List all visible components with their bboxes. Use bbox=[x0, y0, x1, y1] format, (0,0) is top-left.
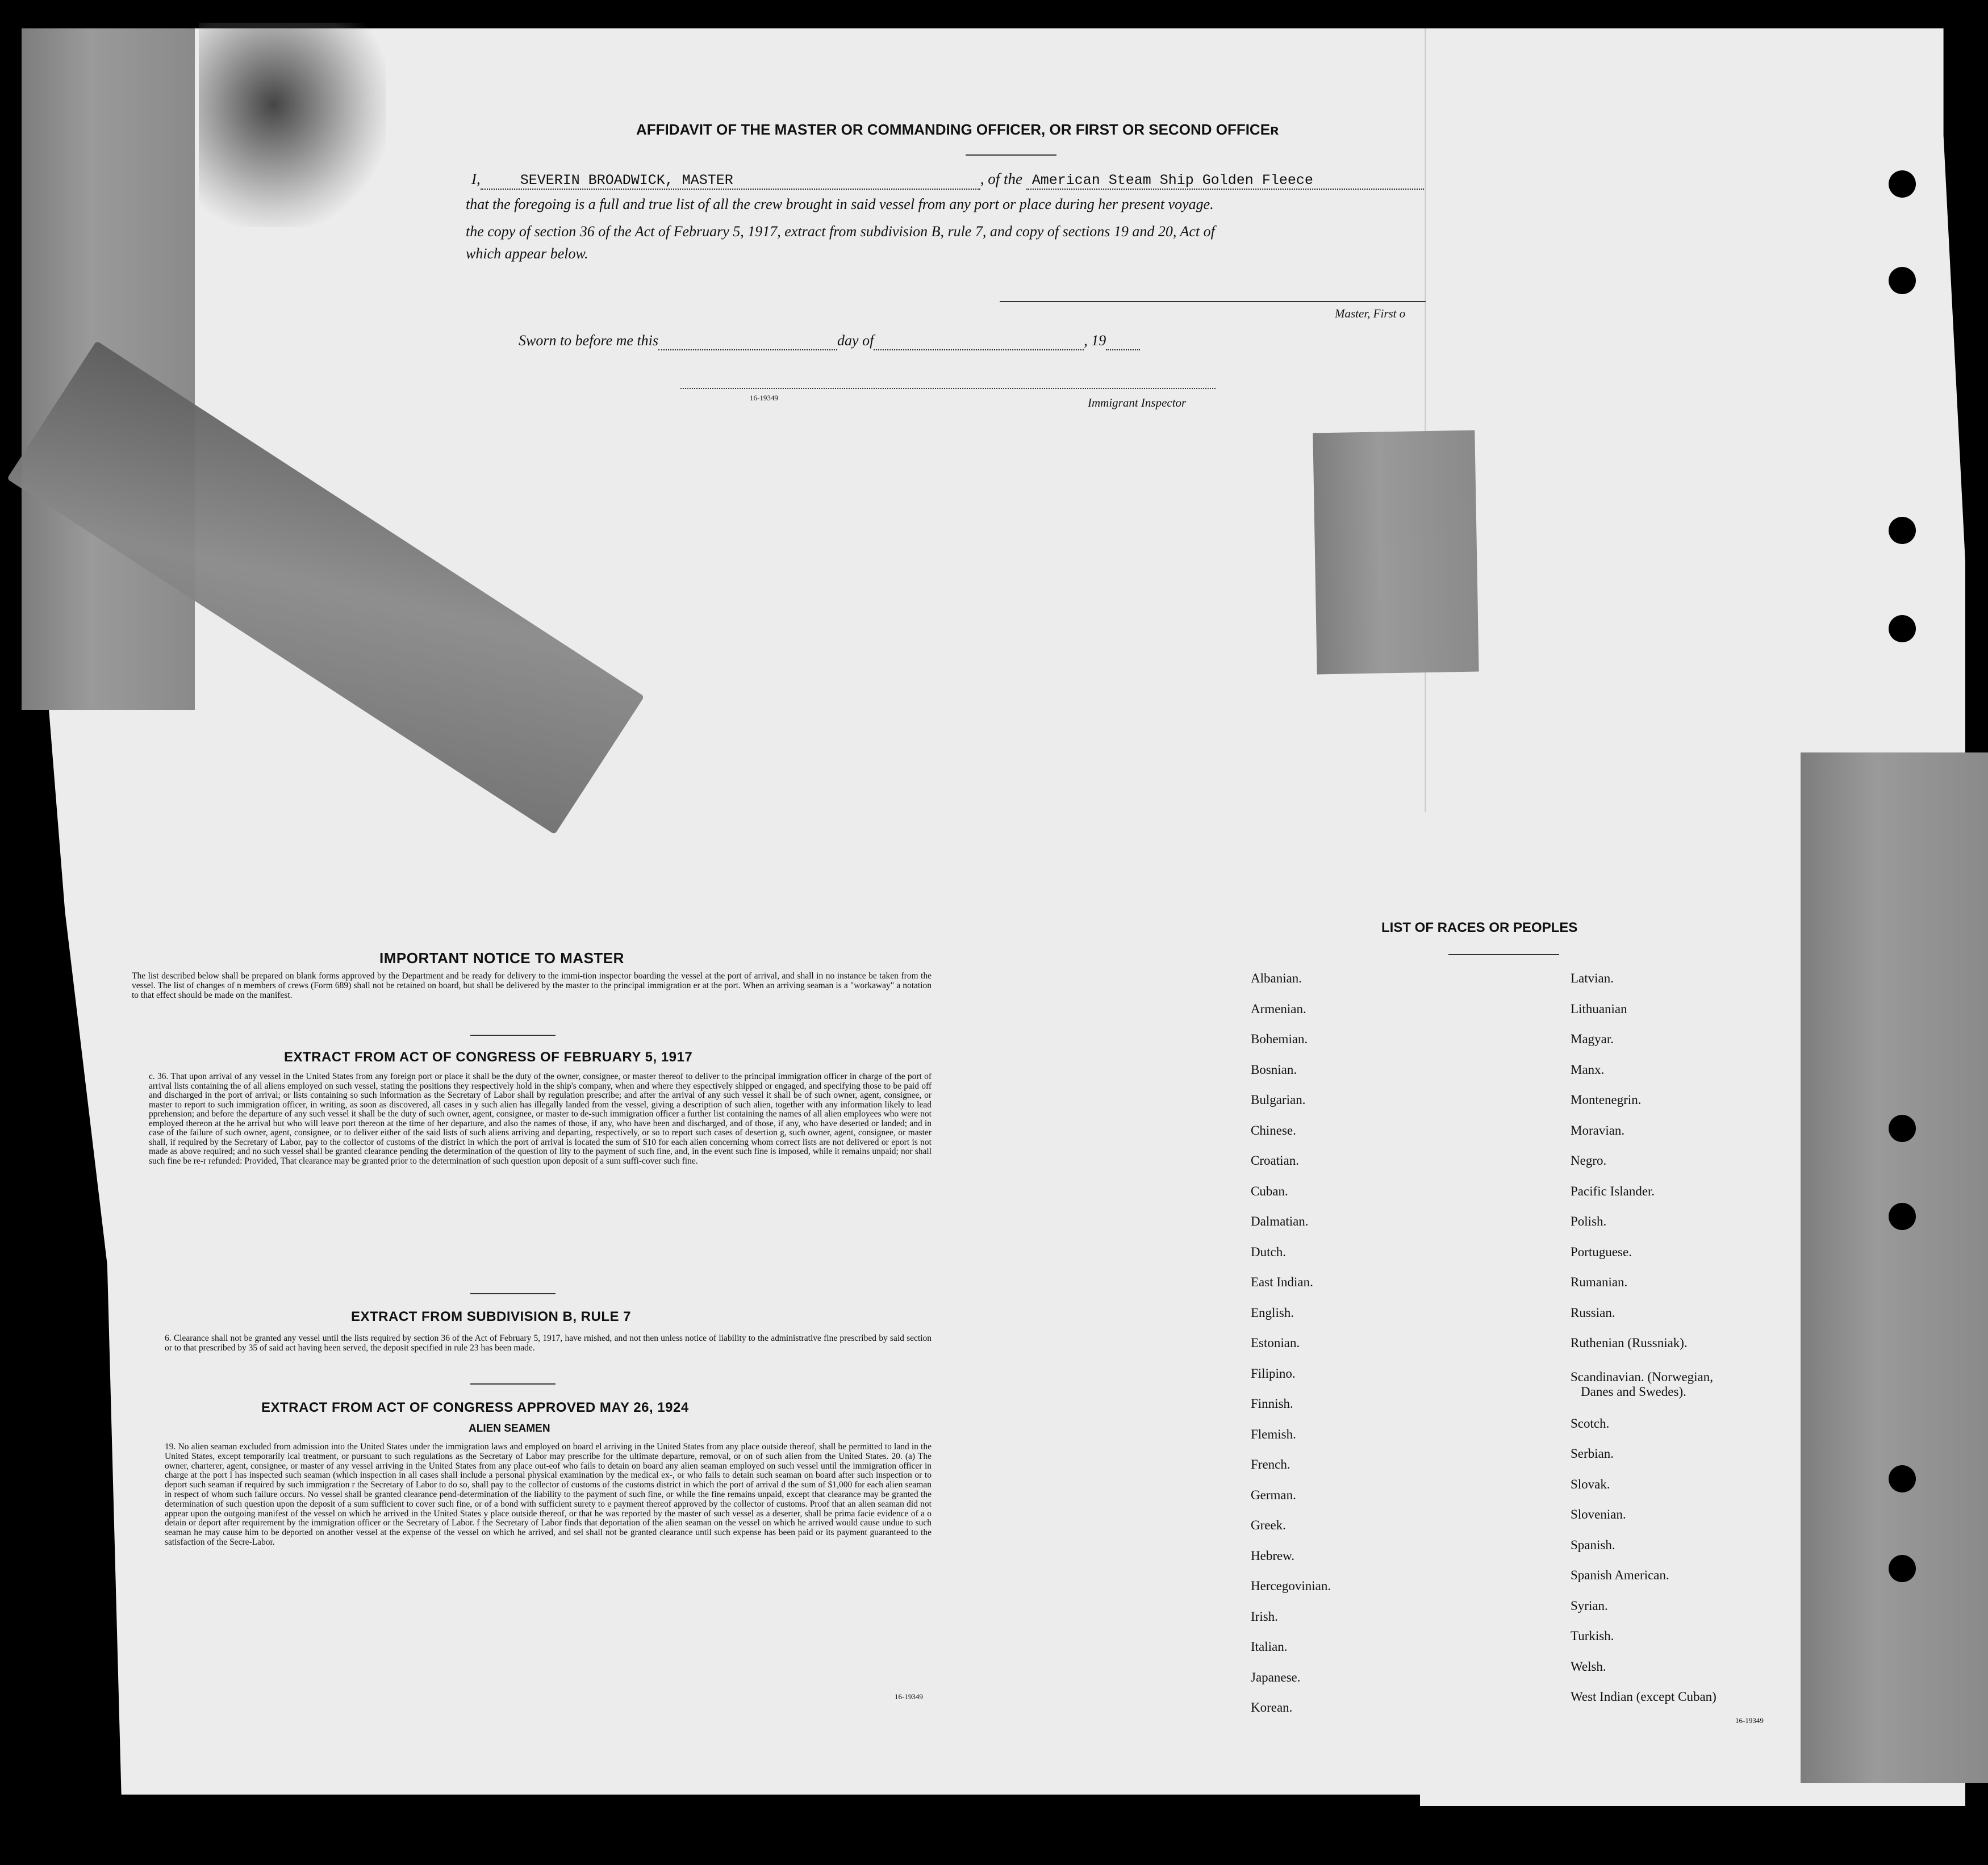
affidavit-line-1: that the foregoing is a full and true list of all the crew brought in said vessel from any port or place during her present voyage. bbox=[466, 196, 1214, 212]
race-item: Spanish. bbox=[1571, 1537, 1615, 1552]
day-of-label: day of bbox=[837, 332, 874, 349]
race-item: Negro. bbox=[1571, 1153, 1607, 1168]
affidavit-form-number: 16-19349 bbox=[750, 394, 778, 402]
page-fold-line bbox=[1425, 28, 1426, 812]
race-item: Hercegovinian. bbox=[1251, 1579, 1331, 1593]
races-form-number: 16-19349 bbox=[1735, 1716, 1764, 1725]
race-item: Slovak. bbox=[1571, 1477, 1610, 1491]
races-column-2 bbox=[1571, 963, 1716, 1712]
race-item: Rumanian. bbox=[1571, 1275, 1628, 1289]
affidavit-line-2: the copy of section 36 of the Act of February 5, 1917, extract from subdivision B, rule 7, and copy of sections 19 and 20, Act of bbox=[466, 223, 1215, 240]
race-item: Italian. bbox=[1251, 1640, 1288, 1654]
rule7-body: 6. Clearance shall not be granted any vessel until the lists required by section 36 of the Act of February 5, 1917, have rnished, and not then unless notice of liability to the administrative fine prescribed by said section or to that prescribed by 35 of said act having been served, the deposit specified in rule 23 has been made. bbox=[165, 1333, 932, 1353]
binder-hole bbox=[1889, 517, 1916, 544]
sworn-year-field bbox=[1106, 332, 1140, 350]
race-item: West Indian (except Cuban) bbox=[1571, 1690, 1716, 1704]
right-edge-strip bbox=[1801, 752, 1988, 1783]
race-item: Japanese. bbox=[1251, 1670, 1301, 1684]
binder-hole bbox=[1889, 170, 1916, 198]
race-item: Korean. bbox=[1251, 1700, 1293, 1715]
race-item: Croatian. bbox=[1251, 1153, 1299, 1168]
extract-1924-subtitle: ALIEN SEAMEN bbox=[469, 1423, 550, 1435]
master-name-field bbox=[481, 172, 980, 190]
notice-body: The list described below shall be prepared on blank forms approved by the Department and be ready for delivery to the immi-tion inspector boarding the vessel at the port of arrival, and shall in no instance be taken from the vessel. The list of changes of n members of crews (Form 689) shall not be retained on board, but shall be delivered by the master to the principal immigration er at the port. When an arriving seaman is a "workaway" a notation to that effect should be made on the manifest. bbox=[132, 971, 932, 1000]
race-item: Finnish. bbox=[1251, 1396, 1293, 1411]
i-prefix: I, bbox=[471, 170, 481, 187]
binder-hole bbox=[1889, 1555, 1916, 1582]
race-item: Slovenian. bbox=[1571, 1507, 1626, 1521]
race-item: Welsh. bbox=[1571, 1659, 1606, 1674]
binder-hole bbox=[1889, 1203, 1916, 1230]
inspector-line bbox=[680, 388, 1216, 389]
year-prefix: , 19 bbox=[1084, 332, 1106, 349]
inspector-caption: Immigrant Inspector bbox=[1088, 396, 1187, 409]
rule7-divider bbox=[470, 1383, 556, 1385]
extract-1917-title: EXTRACT FROM ACT OF CONGRESS OF FEBRUARY 5, 1917 bbox=[284, 1049, 693, 1065]
race-item: Turkish. bbox=[1571, 1629, 1614, 1643]
extract-1924-body: 19. No alien seaman excluded from admission into the United States under the immigration laws and employed on board el arriving in the United States from any place outside thereof, shall be permitted to land in the United States, except temporarily ical treatment, or pursuant to such regulations as the Secretary of Labor may prescribe for the ultimate departure, removal, or on of such alien from the United States. 20. (a) The owner, charterer, agent, consignee, or master of any vessel arriving in the United States from any place out-eof who fails to detain on board any alien seaman employed on such vessel until the immigration officer in charge at the port l has inspected such seaman (which inspection in all cases shall include a personal physical examination by the medical ex-, or who fails to detain such seaman on board after such inspection or to deport such seaman if required by such immigration r the Secretary of Labor to do so, shall pay to the collector of customs of the customs district in which the port of arrival d the sum of $1,000 for each alien seaman in respect of whom such failure occurs. No vessel shall be granted clearance pend-determination of the liability to the payment of such fine, or while the fine remains unpaid, except that clearance may be granted the determination of such question upon the deposit of a sum sufficient to cover such fine, or of a bond with sufficient surety to e payment thereof approved by the collector of customs. Proof that an alien seaman did not appear upon the outgoing manifest of the vessel on which he arrived in the United States y place outside thereof, or that he was reported by the master of such vessel as a deserter, shall be prima facie evidence of a o detain or deport after requirement by the immigration officer or the Secretary of Labor. f the Secretary of Labor finds that deportation of the alien seaman on the vessel on which he arrived would cause undue to such seaman he may cause him to be deported on another vessel at the expense of the vessel on which he arrived, and sel shall not be granted clearance until such expense has been paid or its payment guaranteed to the satisfaction of the Secre-Labor. bbox=[165, 1442, 932, 1547]
sworn-month-field bbox=[874, 332, 1084, 350]
race-item: English. bbox=[1251, 1305, 1294, 1320]
race-item: Ruthenian (Russniak). bbox=[1571, 1336, 1688, 1350]
race-item: Manx. bbox=[1571, 1062, 1605, 1077]
extract-1917-body: c. 36. That upon arrival of any vessel in the United States from any foreign port or place it shall be the duty of the owner, consignee, or master thereof to deliver to the principal immigration officer in charge of the port of arrival lists containing the of all aliens employed on such vessel, stating the positions they respectively hold in the ship's company, when and where they espectively shipped or engaged, and specifying those to be paid off and discharged in the port of arrival; or lists containing so such information as the Secretary of Labor shall by regulation prescribe; and after the arrival of any such vessel it shall be of such owner, agent, consignee, or master to report to such immigration officer, in writing, as soon as discovered, all cases in y such alien has illegally landed from the vessel, giving a description of such alien, together with any information likely to lead pprehension; and before the departure of any such vessel it shall be the duty of such owner, agent, consignee, or master to de-such immigration officer a further list containing the names of all alien employees who were not employed thereon at the he arrival but who will leave port thereon at the time of her departure, and also the names of those, if any, who have been and discharged, and of those, if any, who have deserted or landed; and in case of the failure of such owner, agent, consignee, or to deliver either of the said lists of such aliens arriving and departing, respectively, or so to report such cases of desertion g, such owner, agent, consignee, or master shall, if required by the Secretary of Labor, pay to the collector of customs of the district in which the port of arrival is located the sum of $10 for each alien concerning whom correct lists are not delivered or eport is not made as above required; and no such vessel shall be granted clearance pending the determination of the question of lity to the payment of such fine, and, in the event such fine is imposed, while it remains unpaid; nor shall such fine be re-r refunded: Provided, That clearance may be granted prior to the determination of such question upon deposit of a sum suffi-cover such fine. bbox=[149, 1072, 932, 1166]
race-item: Moravian. bbox=[1571, 1123, 1625, 1138]
race-item: Irish. bbox=[1251, 1609, 1278, 1624]
race-item: Cuban. bbox=[1251, 1184, 1288, 1198]
race-item: Syrian. bbox=[1571, 1598, 1608, 1613]
race-item: Dutch. bbox=[1251, 1244, 1286, 1259]
race-item: Latvian. bbox=[1571, 971, 1614, 985]
race-item: Bosnian. bbox=[1251, 1062, 1297, 1077]
affidavit-line-3: which appear below. bbox=[466, 245, 588, 262]
race-item: Dalmatian. bbox=[1251, 1214, 1309, 1228]
rule7-title: EXTRACT FROM SUBDIVISION B, RULE 7 bbox=[351, 1309, 632, 1324]
race-item: Chinese. bbox=[1251, 1123, 1296, 1138]
race-item: Polish. bbox=[1571, 1214, 1607, 1228]
race-item: German. bbox=[1251, 1487, 1296, 1502]
notice-divider bbox=[470, 1035, 556, 1036]
binder-hole bbox=[1889, 1465, 1916, 1492]
affidavit-line-i bbox=[471, 170, 1424, 190]
races-column-1 bbox=[1251, 963, 1331, 1723]
sworn-label: Sworn to before me this bbox=[519, 332, 659, 349]
affidavit-title: AFFIDAVIT OF THE MASTER OR COMMANDING OFFICER, OR FIRST OR SECOND OFFICEʀ bbox=[636, 121, 1279, 138]
race-item: Scandinavian. (Norwegian, bbox=[1571, 1369, 1714, 1384]
race-item: Montenegrin. bbox=[1571, 1093, 1642, 1107]
race-item: Magyar. bbox=[1571, 1032, 1614, 1046]
binder-hole bbox=[1889, 615, 1916, 642]
race-item: Spanish American. bbox=[1571, 1568, 1669, 1582]
race-item: Serbian. bbox=[1571, 1446, 1614, 1461]
race-item: East Indian. bbox=[1251, 1275, 1313, 1289]
race-item: Russian. bbox=[1571, 1305, 1615, 1320]
title-underline bbox=[966, 154, 1056, 156]
race-item: Pacific Islander. bbox=[1571, 1184, 1655, 1198]
race-item: Filipino. bbox=[1251, 1366, 1296, 1381]
race-item: Portuguese. bbox=[1571, 1244, 1632, 1259]
sworn-day-field bbox=[658, 332, 837, 350]
race-item: Bohemian. bbox=[1251, 1032, 1308, 1046]
extract-1924-title: EXTRACT FROM ACT OF CONGRESS APPROVED MAY 26, 1924 bbox=[261, 1400, 689, 1415]
race-item: Greek. bbox=[1251, 1518, 1286, 1532]
notice-title: IMPORTANT NOTICE TO MASTER bbox=[379, 950, 624, 967]
race-item: Estonian. bbox=[1251, 1336, 1300, 1350]
center-tape-patch bbox=[1313, 430, 1479, 675]
ink-stain bbox=[199, 23, 386, 227]
race-item: French. bbox=[1251, 1457, 1290, 1471]
race-item: Scotch. bbox=[1571, 1416, 1610, 1431]
master-name-value: SEVERIN BROADWICK, MASTER bbox=[520, 172, 733, 189]
binder-hole bbox=[1889, 267, 1916, 294]
race-item: Armenian. bbox=[1251, 1001, 1306, 1016]
extract-1917-divider bbox=[470, 1293, 556, 1294]
race-item: Hebrew. bbox=[1251, 1548, 1295, 1563]
extract-1924-form-number: 16-19349 bbox=[895, 1692, 923, 1701]
sworn-line bbox=[519, 332, 1140, 350]
signature-line bbox=[1000, 301, 1426, 302]
vessel-name-value: American Steam Ship Golden Fleece bbox=[1031, 172, 1313, 189]
binder-hole bbox=[1889, 1115, 1916, 1142]
race-item: Albanian. bbox=[1251, 971, 1302, 985]
of-the-label: , of the bbox=[980, 170, 1022, 187]
vessel-name-field bbox=[1026, 172, 1424, 190]
race-item: Danes and Swedes). bbox=[1581, 1384, 1686, 1399]
signature-caption: Master, First o bbox=[1335, 307, 1406, 320]
race-item: Flemish. bbox=[1251, 1427, 1296, 1441]
race-item: Bulgarian. bbox=[1251, 1093, 1306, 1107]
races-title-underline bbox=[1448, 954, 1559, 955]
races-title: LIST OF RACES OR PEOPLES bbox=[1381, 920, 1578, 935]
race-item: Lithuanian bbox=[1571, 1001, 1627, 1016]
